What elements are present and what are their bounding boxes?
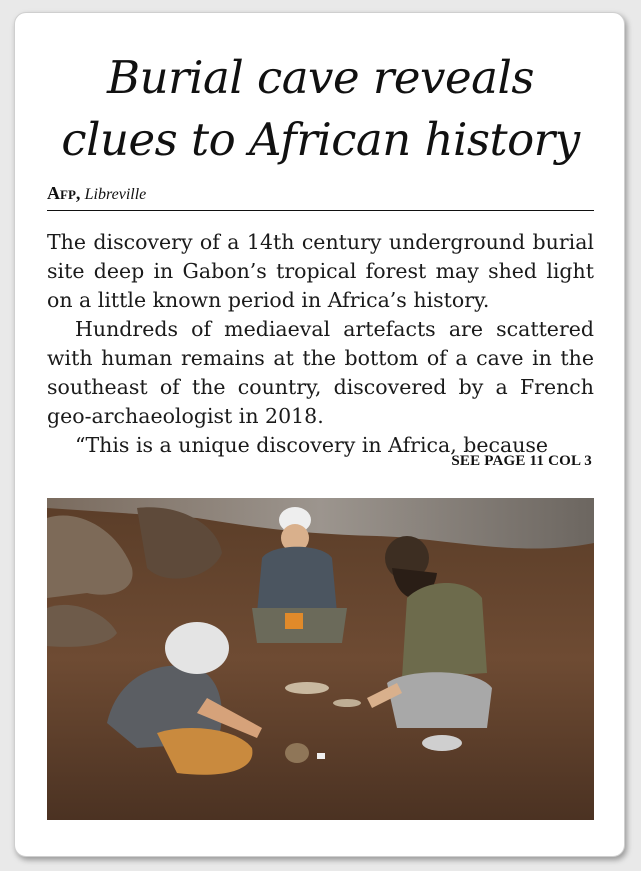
cave-photo-illustration xyxy=(47,498,594,820)
headline-line-2: clues to African history xyxy=(61,113,580,166)
headline-line-1: Burial cave reveals xyxy=(107,51,534,104)
skull xyxy=(285,743,309,763)
paragraph-2: Hundreds of mediaeval artefacts are scattered with human remains at the bottom of a cave in the southeast of the country, discovered by a French geo-archaeologist in 2018. xyxy=(47,317,594,428)
cave-photo xyxy=(47,498,594,820)
bone xyxy=(333,699,361,707)
headline xyxy=(15,47,626,171)
byline-agency: Afp, xyxy=(47,183,81,203)
paragraph-1: The discovery of a 14th century underground burial site deep in Gabon’s tropical forest may shed light on a little known period in Africa’s history. xyxy=(47,230,594,312)
article-body xyxy=(47,228,594,460)
byline xyxy=(47,183,146,204)
article-card xyxy=(14,12,625,857)
headline-rule xyxy=(47,210,594,211)
bone xyxy=(285,682,329,694)
paragraph-3: “This is a unique discovery in Africa, because xyxy=(75,433,549,457)
continuation-reference: SEE PAGE 11 COL 3 xyxy=(451,453,592,469)
marker-tag xyxy=(317,753,325,759)
byline-location: Libreville xyxy=(84,186,147,203)
